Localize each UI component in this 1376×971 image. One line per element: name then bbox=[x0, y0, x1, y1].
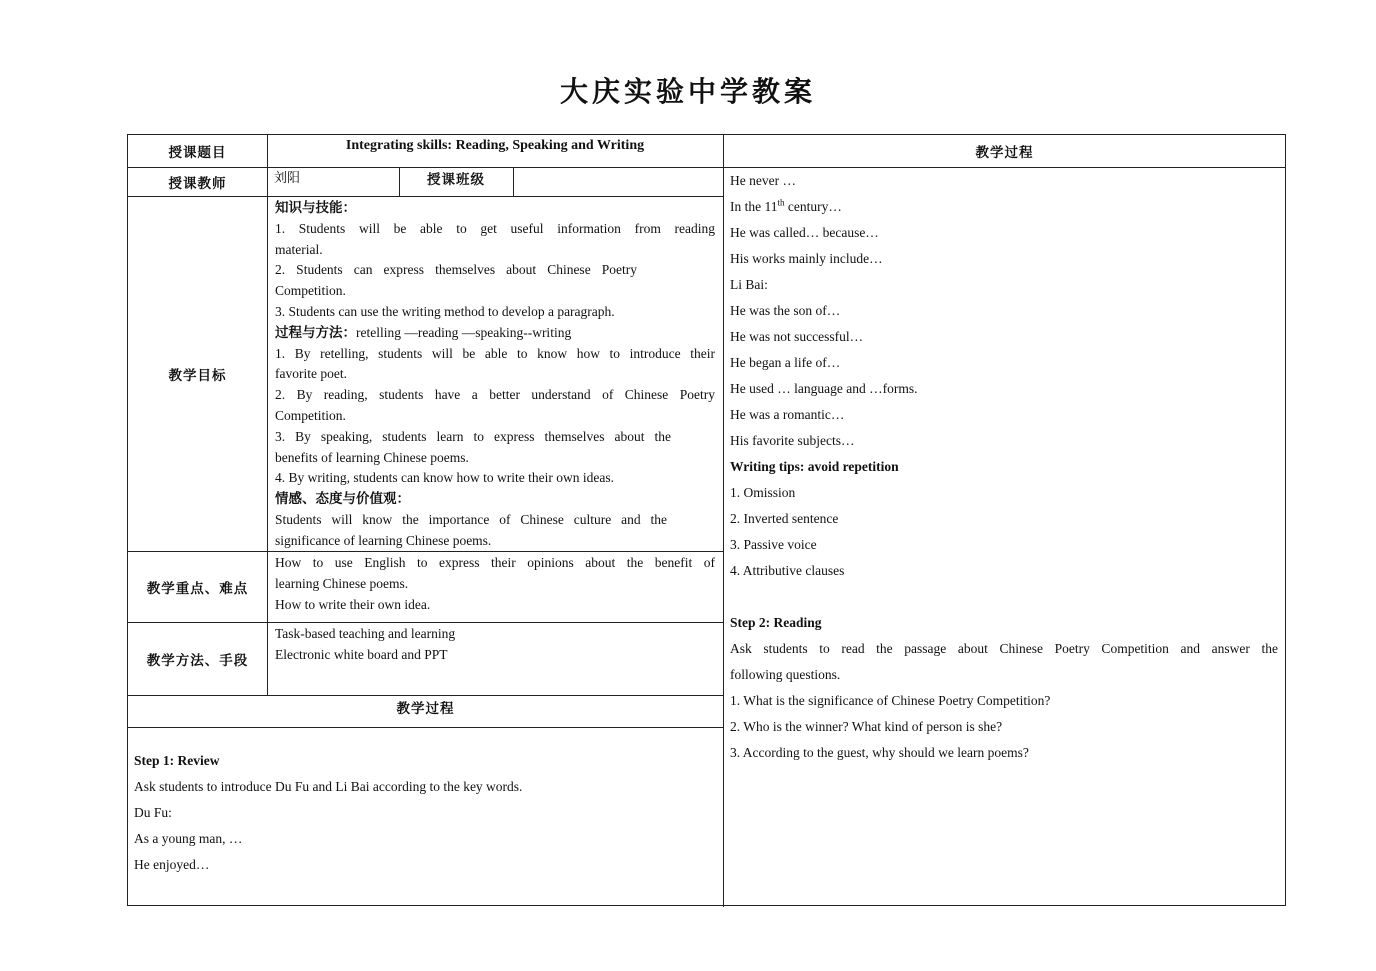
methods-label: 教学方法、手段 bbox=[146, 652, 249, 669]
col-divider-main bbox=[723, 135, 724, 907]
right-process-line: 3. Passive voice bbox=[730, 537, 817, 552]
question-line: 2. Who is the winner? What kind of person is she? bbox=[730, 719, 1003, 734]
step2-line: Ask students to read the passage about Chinese Poetry Competition and answer the bbox=[730, 641, 1278, 656]
objectives-line: 3. By speaking, students learn to express themselves about the bbox=[275, 428, 671, 444]
objectives-line: 1. Students will be able to get useful information from reading bbox=[275, 220, 715, 236]
objectives-knowledge-heading: 知识与技能： bbox=[275, 200, 356, 216]
objectives-line: 3. Students can use the writing method to develop a paragraph. bbox=[275, 303, 615, 319]
lesson-plan-table bbox=[127, 134, 1286, 906]
teacher-value: 刘阳 bbox=[274, 171, 301, 186]
key-points-content bbox=[275, 553, 715, 615]
right-process-line: He was called… because… bbox=[730, 225, 879, 240]
step2-title: Step 2: Reading bbox=[730, 615, 822, 630]
right-process-line: 1. Omission bbox=[730, 485, 796, 500]
objectives-content bbox=[275, 198, 715, 552]
writing-tips-heading: Writing tips: avoid repetition bbox=[730, 459, 899, 474]
right-process-line: Li Bai: bbox=[730, 277, 768, 292]
objectives-process-text: retelling —reading —speaking--writing bbox=[356, 324, 572, 340]
col-divider-label bbox=[267, 135, 268, 695]
century-sup: th bbox=[777, 197, 785, 208]
left-process-line: As a young man, … bbox=[134, 831, 243, 846]
right-process-line: 2. Inverted sentence bbox=[730, 511, 839, 526]
objectives-line: 4. By writing, students can know how to write their own ideas. bbox=[275, 470, 614, 486]
blank-line bbox=[730, 584, 1278, 610]
objectives-line: Competition. bbox=[275, 407, 346, 423]
methods-line: Task-based teaching and learning bbox=[275, 626, 456, 641]
objectives-line: benefits of learning Chinese poems. bbox=[275, 449, 469, 465]
process-header-right: 教学过程 bbox=[975, 145, 1034, 161]
objectives-line: 2. By reading, students have a better understand of Chinese Poetry bbox=[275, 387, 715, 403]
left-process-content bbox=[134, 748, 714, 878]
teacher-label: 授课教师 bbox=[168, 175, 227, 192]
right-process-line: He began a life of… bbox=[730, 355, 841, 370]
left-process-line: Du Fu: bbox=[134, 805, 172, 820]
key-points-line: How to use English to express their opinions about the benefit of bbox=[275, 555, 715, 570]
objectives-line: Competition. bbox=[275, 283, 346, 299]
objectives-line: 1. By retelling, students will be able to know how to introduce their bbox=[275, 345, 715, 361]
right-process-content bbox=[730, 168, 1278, 766]
right-process-line: He used … language and …forms. bbox=[730, 381, 918, 396]
right-process-line-century bbox=[730, 194, 1278, 220]
step1-title: Step 1: Review bbox=[134, 753, 220, 768]
methods-content bbox=[275, 624, 715, 666]
col-divider-class bbox=[513, 167, 514, 196]
objectives-line: material. bbox=[275, 241, 323, 257]
century-post: century… bbox=[784, 199, 842, 214]
question-line: 3. According to the guest, why should we learn poems? bbox=[730, 745, 1029, 760]
topic-label: 授课题目 bbox=[168, 145, 227, 161]
right-process-line: He was not successful… bbox=[730, 329, 864, 344]
objectives-line: Students will know the importance of Chinese culture and the bbox=[275, 511, 667, 527]
topic-value: Integrating skills: Reading, Speaking and Writing bbox=[345, 138, 645, 153]
objectives-line: favorite poet. bbox=[275, 366, 347, 382]
left-process-line: He enjoyed… bbox=[134, 857, 210, 872]
question-line: 1. What is the significance of Chinese Poetry Competition? bbox=[730, 693, 1051, 708]
process-header-left: 教学过程 bbox=[396, 701, 455, 717]
key-points-line: How to write their own idea. bbox=[275, 596, 431, 612]
right-process-line: He was a romantic… bbox=[730, 407, 845, 422]
objectives-label: 教学目标 bbox=[168, 367, 227, 384]
right-process-line: He was the son of… bbox=[730, 303, 841, 318]
key-points-line: learning Chinese poems. bbox=[275, 575, 409, 591]
class-label: 授课班级 bbox=[427, 172, 485, 188]
right-process-line: He never … bbox=[730, 173, 796, 188]
objectives-attitude-heading: 情感、态度与价值观： bbox=[275, 491, 410, 508]
objectives-line: 2. Students can express themselves about Chinese Poetry bbox=[275, 262, 637, 278]
step2-line: following questions. bbox=[730, 667, 841, 682]
methods-line: Electronic white board and PPT bbox=[275, 646, 448, 662]
key-points-label: 教学重点、难点 bbox=[146, 580, 249, 597]
row-divider-6 bbox=[128, 727, 723, 728]
century-pre: In the 11 bbox=[730, 199, 778, 214]
document-title: 大庆实验中学教案 bbox=[559, 75, 816, 108]
objectives-process-heading: 过程与方法： bbox=[275, 324, 356, 341]
right-process-line: His favorite subjects… bbox=[730, 433, 855, 448]
right-process-line: 4. Attributive clauses bbox=[730, 563, 845, 578]
objectives-process-row bbox=[275, 323, 715, 344]
objectives-line: significance of learning Chinese poems. bbox=[275, 532, 492, 548]
right-process-line: His works mainly include… bbox=[730, 251, 883, 266]
left-process-line: Ask students to introduce Du Fu and Li Bai according to the key words. bbox=[134, 779, 523, 794]
